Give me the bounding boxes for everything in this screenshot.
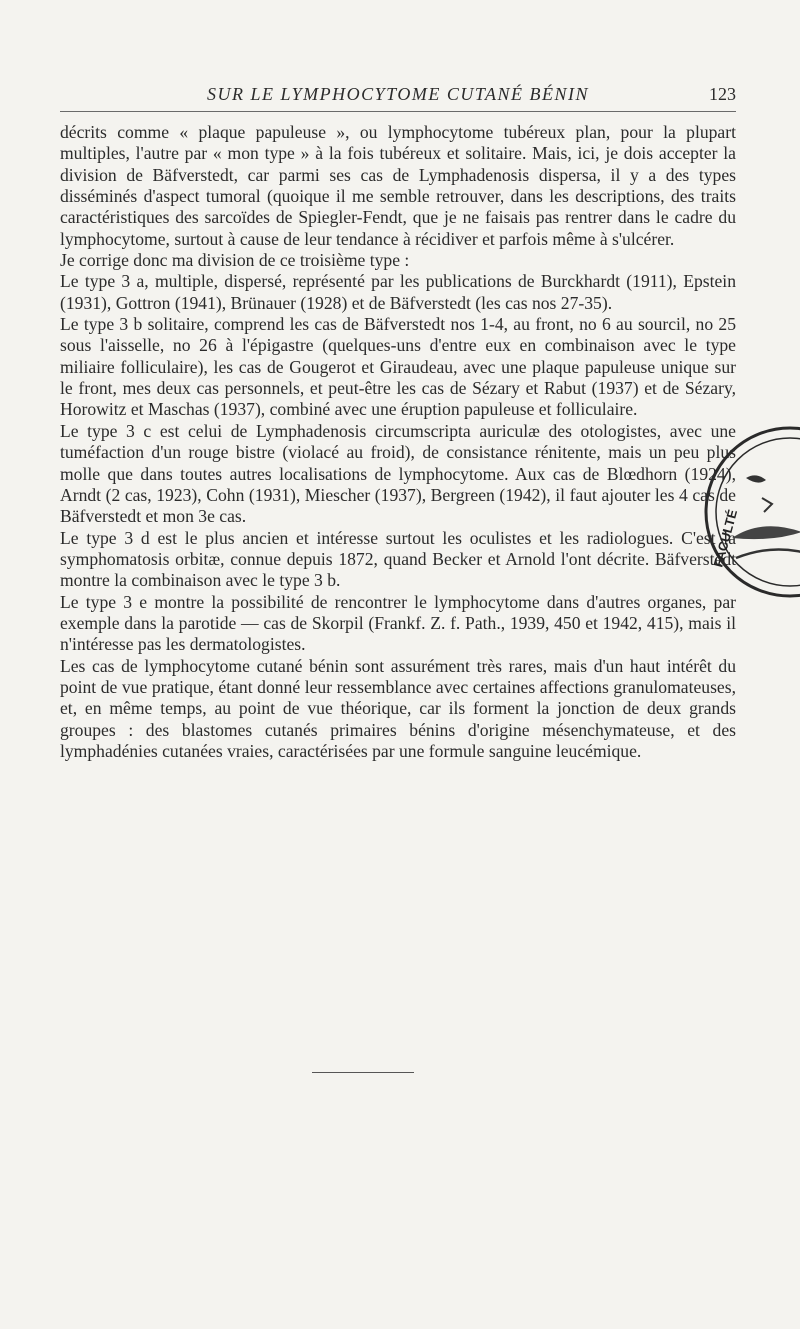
page-number: 123 <box>709 84 736 104</box>
library-stamp <box>702 418 800 608</box>
paragraph-2: Je corrige donc ma division de ce troisième type : <box>60 250 410 271</box>
paragraph-8: Les cas de lymphocytome cutané bénin sont assurément très rares, mais d'un haut intérêt du point de vue pratique, étant donné leur ressemblance avec certaines affections granulomateuses, et, en même temps, au point de vue théorique, car ils forment la jonction de deux grands groupes : des blastomes cutanés primaires bénins d'origine mésenchymateuse, et des lymphadénies cutanées vraies, caractérisées par une formule sanguine leucémique. <box>60 655 736 761</box>
paragraph-7: Le type 3 e montre la possibilité de rencontrer le lymphocytome dans d'autres organes, par exemple dans la parotide — cas de Skorpil (Frankf. Z. f. Path., 1939, 450 et 1942, 415), mais il n'intéresse pas les dermatologistes. <box>60 591 736 655</box>
body-text <box>60 122 736 762</box>
footer-rule <box>312 1072 414 1073</box>
paragraph-5: Le type 3 c est celui de Lymphadenosis circumscripta auriculæ des otologistes, avec une tuméfaction d'un rouge bistre (violacé au froid), de consistance rénitente, mais un peu plus molle que dans toutes autres localisations de lymphocytome. Aux cas de Blœdhorn (1924), Arndt (2 cas, 1923), Cohn (1931), Miescher (1937), Bergreen (1942), il faut ajouter les 4 cas de Bäfverstedt et mon 3e cas. <box>60 420 736 527</box>
running-title: SUR LE LYMPHOCYTOME CUTANÉ BÉNIN <box>206 84 589 104</box>
header-rule <box>60 111 736 112</box>
paragraph-3: Le type 3 a, multiple, dispersé, représenté par les publications de Burckhardt (1911), Epstein (1931), Gottron (1941), Brünauer (1928) et de Bäfverstedt (les cas nos 27-35). <box>60 271 736 313</box>
page-header <box>60 84 736 110</box>
paragraph-4: Le type 3 b solitaire, comprend les cas de Bäfverstedt nos 1-4, au front, no 6 au sourcil, no 25 sous l'aisselle, no 26 à l'épigastre (quelques-uns d'entre eux en combinaison avec le type miliaire folliculaire), les cas de Gougerot et Giraudeau, avec une plaque papuleuse unique sur le front, mes deux cas personnels, et peut-être les cas de Sézary et Rabut (1937) et de Sézary, Horowitz et Maschas (1937), combiné avec une éruption papuleuse et folliculaire. <box>60 314 736 420</box>
stamp-text: FACULTÉ <box>710 507 741 569</box>
paragraph-1: décrits comme « plaque papuleuse », ou lymphocytome tubéreux plan, pour la plupart multiples, l'autre par « mon type » à la fois tubéreux et solitaire. Mais, ici, je dois accepter la division de Bäfverstedt, car parmi ses cas de Lymphadenosis dispersa, il y a des types disséminés d'aspect tumoral (quoique il me semble retrouver, dans les descriptions, des traits caractéristiques des sarcoïdes de Spiegler-Fendt, que je ne faisais pas rentrer dans le cadre du lymphocytome, surtout à cause de leur tendance à récidiver et parfois même à s'ulcérer. <box>60 122 736 249</box>
paragraph-6: Le type 3 d est le plus ancien et intéresse surtout les oculistes et les radiologues. C'est la symphomatosis orbitæ, connue depuis 1872, quand Becker et Arnold l'ont décrite. Bäfverstedt montre la combinaison avec le type 3 b. <box>60 527 736 591</box>
